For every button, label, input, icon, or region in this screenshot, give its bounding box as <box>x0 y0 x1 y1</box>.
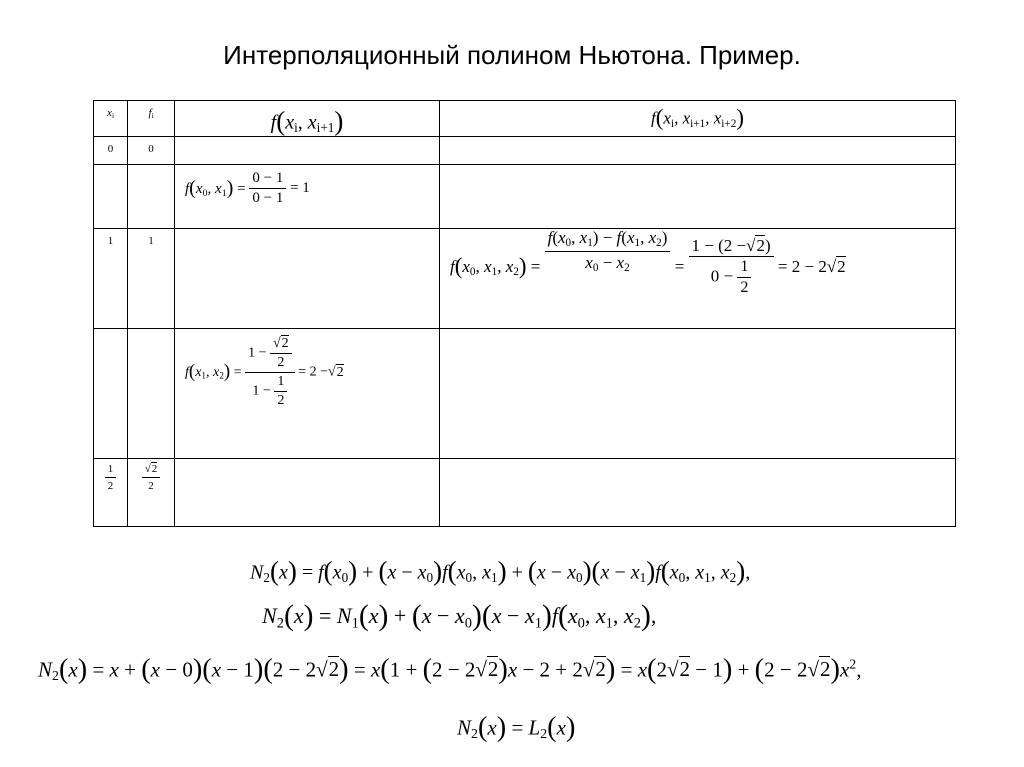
cell-empty <box>440 137 956 165</box>
equation-newton-recursive: $N_2(x) = N_1(x) + (x - x_0)(x - x_1)f(x_0$, $x_1$, $x_2$), <box>262 600 657 632</box>
header-xi: $x_i$ <box>94 101 128 137</box>
cell-f0: 0 <box>128 137 175 165</box>
cell-empty <box>175 459 440 527</box>
table-row <box>94 165 956 229</box>
cell-empty <box>440 459 956 527</box>
cell-empty <box>94 165 128 229</box>
table-row <box>94 229 956 329</box>
divided-differences-table <box>93 100 956 527</box>
table-row <box>94 459 956 527</box>
cell-empty <box>440 329 956 459</box>
formula-f012: $f(x_0$, $x_1$, $x_2$) = $\frac{f(x_0, x_1) - f(x_1, x_2)}{x_0 - x_2}$ = 1 − (2 −√2) 0 − $\frac{1}{2}$ = 2 − 2√2 <box>450 227 846 297</box>
header-first-difference: $f(x_i$, $x_{i+1}$) <box>175 101 440 137</box>
table-row <box>94 329 956 459</box>
cell-f1: 1 <box>128 229 175 329</box>
equation-newton-general: $N_2(x) = f(x_0) + (x - x_0)f(x_0$, $x_1) + (x - x_0)(x - x_1)f(x_0$, $x_1$, $x_2$), <box>250 556 751 586</box>
cell-x0: 0 <box>94 137 128 165</box>
cell-empty <box>175 229 440 329</box>
header-fi: $f_i$ <box>128 101 175 137</box>
cell-f01 <box>175 165 440 229</box>
table-row <box>94 137 956 165</box>
cell-empty <box>175 137 440 165</box>
cell-x2: $\frac{1}{2}$ <box>94 459 128 527</box>
cell-x1: 1 <box>94 229 128 329</box>
cell-empty <box>128 165 175 229</box>
equation-expanded: $N_2(x) = x + (x - 0)(x - 1)(2 - 2√2) = x(1 + (2 - 2√2)x - 2 + 2√2) = x(2√2 - 1) + (2 - 2√2)x^2$, <box>38 654 862 685</box>
cell-empty <box>128 329 175 459</box>
formula-f12: $f(x_1$, $x_2$) = 1 − $\frac{√2}{2}$ 1 − $\frac{1}{2}$ = 2 −√2 <box>185 336 344 408</box>
cell-f12 <box>175 329 440 459</box>
formula-f01: $f(x_0$, $x_1$) = $\frac{0 - 1}{0 - 1}$ = 1 <box>185 170 310 206</box>
cell-f2: $\frac{√2}{2}$ <box>128 459 175 527</box>
cell-f012 <box>440 229 956 329</box>
equation-lagrange-equivalence: $N_2(x) = L_2(x)$ <box>457 712 576 743</box>
page-title: Интерполяционный полином Ньютона. Пример. <box>223 40 801 70</box>
cell-empty <box>94 329 128 459</box>
cell-empty <box>440 165 956 229</box>
header-second-difference: $f(x_i$, $x_{i+1}$, $x_{i+2}$) <box>440 101 956 137</box>
table-header-row <box>94 101 956 137</box>
